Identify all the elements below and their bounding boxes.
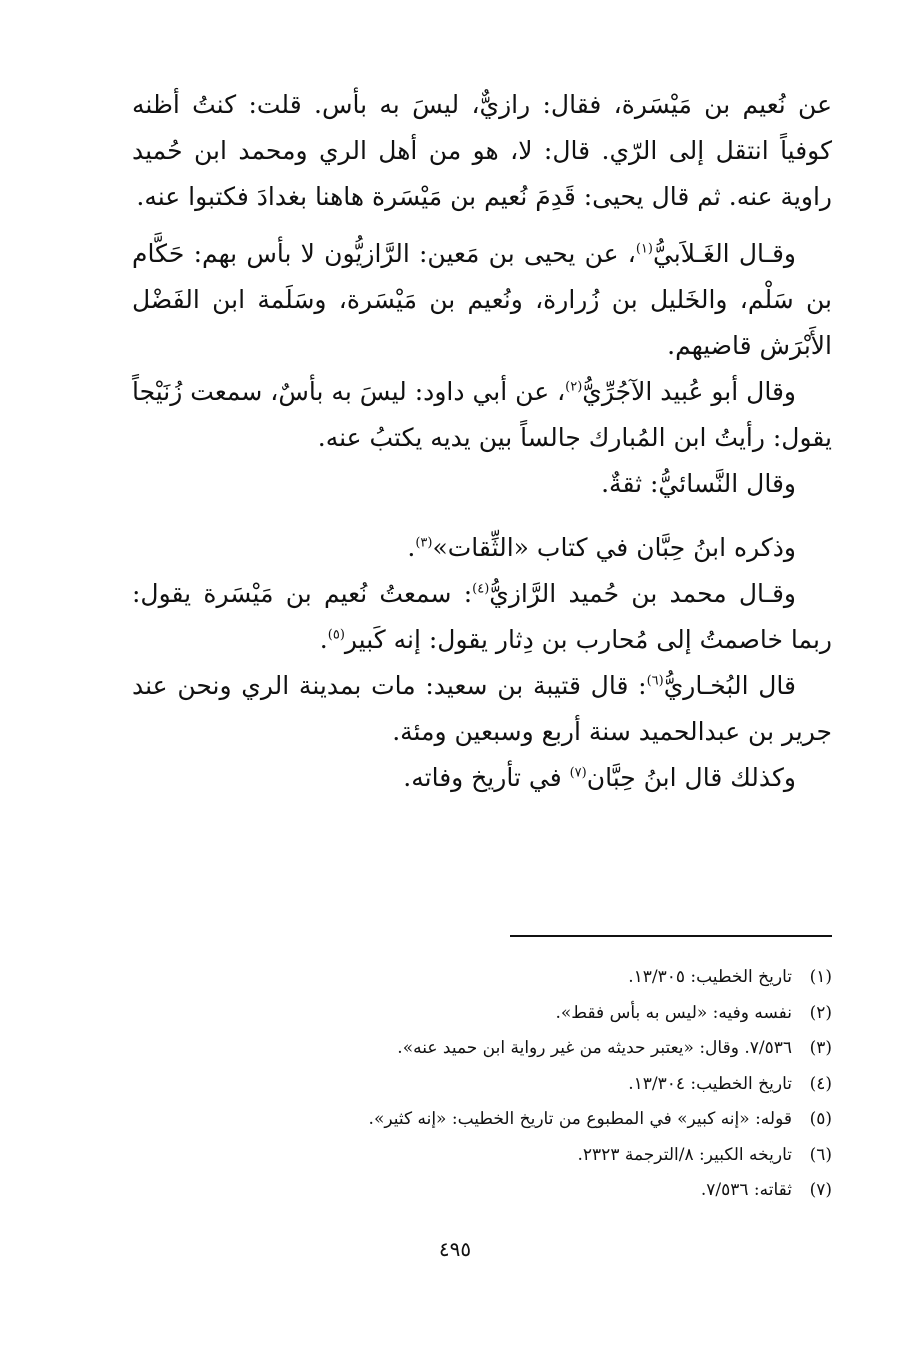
main-text	[132, 82, 832, 801]
footnote-text: نفسه وفيه: «ليس به بأس فقط».	[555, 1002, 792, 1023]
page-number: ٤٩٥	[438, 1237, 472, 1261]
paragraph-4: وقال النَّسائيُّ: ثقةٌ.	[601, 469, 796, 498]
footnote-text: ثقاته: ٧/٥٣٦.	[700, 1180, 792, 1200]
paragraph-7: قال البُخـاريُّ$^{(٦)}$: قال قتيبة بن سعيد: مات بمدينة الري ونحن عند جرير بن عبدالحميد سنة أربع وسبعين ومئة.	[132, 671, 832, 746]
paragraph-5: وذكره ابنُ حِبَّان في كتاب «الثِّقات»$^{(٣)}$.	[407, 533, 796, 562]
footnote-ref-6[interactable]: (٦)	[646, 673, 664, 689]
footnote-6	[132, 1138, 832, 1174]
footnote-number: (٥)	[809, 1109, 832, 1129]
footnote-text: ٧/٥٣٦. وقال: «يعتبر حديثه من غير رواية ابن حميد عنه».	[397, 1038, 792, 1058]
footnote-1	[132, 960, 832, 996]
footnote-3	[132, 1031, 832, 1067]
paragraph-6: وقـال محمد بن حُميد الرَّازيُّ$^{(٤)}$: سمعتُ نُعيم بن مَيْسَرة يقول: ربما خاصمتُ إلى مُحارب بن دِثار يقول: إنه كَبير$^{(٥)}$.	[132, 579, 832, 654]
footnotes	[132, 960, 832, 1209]
footnote-number: (٣)	[809, 1038, 832, 1058]
footnote-text: تاريخ الخطيب: ١٣/٣٠٤.	[628, 1073, 792, 1094]
footnote-number: (٦)	[809, 1144, 832, 1165]
footnote-7	[132, 1173, 832, 1209]
footnote-2	[132, 996, 832, 1032]
footnote-ref-2[interactable]: (٢)	[565, 379, 583, 395]
paragraph-8: وكذلك قال ابنُ حِبَّان$^{(٧)}$ في تأريخ وفاته.	[403, 763, 796, 792]
footnote-number: (١)	[809, 967, 832, 987]
paragraph-2: وقـال الغَـلاَبيُّ$^{(١)}$، عن يحيى بن مَعين: الرَّازيُّون لا بأس بهم: حَكَّام بن سَلْم، والخَليل بن زُرارة، ونُعيم بن مَيْسَرة، وسَلَمة ابن الفَضْل الأَبْرَش قاضيهم.	[132, 239, 832, 360]
footnote-number: (٧)	[809, 1180, 832, 1200]
paragraph-3: وقال أبو عُبيد الآجُرِّيُّ$^{(٢)}$، عن أبي داود: ليسَ به بأسٌ، سمعت زُنَيْجاً يقول: رأيتُ ابن المُبارك جالساً بين يديه يكتبُ عنه.	[132, 377, 832, 452]
footnote-text: تاريخ الخطيب: ١٣/٣٠٥.	[628, 967, 792, 987]
footnote-ref-4[interactable]: (٤)	[472, 581, 490, 597]
footnote-4	[132, 1067, 832, 1103]
footnote-ref-5[interactable]: (٥)	[327, 627, 345, 643]
paragraph-1: عن نُعيم بن مَيْسَرة، فقال: رازيٌّ، ليسَ به بأس. قلت: كنتُ أظنه كوفياً انتقل إلى الرّي. قال: لا، هو من أهل الري ومحمد ابن حُميد راوية عنه. ثم قال يحيى: قَدِمَ نُعيم بن مَيْسَرة هاهنا بغدادَ فكتبوا عنه.	[132, 90, 832, 211]
footnote-number: (٢)	[809, 1002, 832, 1023]
footnote-ref-1[interactable]: (١)	[635, 241, 653, 257]
footnote-number: (٤)	[809, 1073, 832, 1094]
footnote-text: قوله: «إنه كبير» في المطبوع من تاريخ الخطيب: «إنه كثير».	[368, 1109, 792, 1129]
footnote-ref-3[interactable]: (٣)	[415, 535, 433, 551]
footnote-ref-7[interactable]: (٧)	[569, 765, 587, 781]
footnote-text: تاريخه الكبير: ٨/الترجمة ٢٣٢٣.	[577, 1144, 792, 1165]
footnote-5	[132, 1102, 832, 1138]
footnote-separator	[510, 935, 832, 937]
